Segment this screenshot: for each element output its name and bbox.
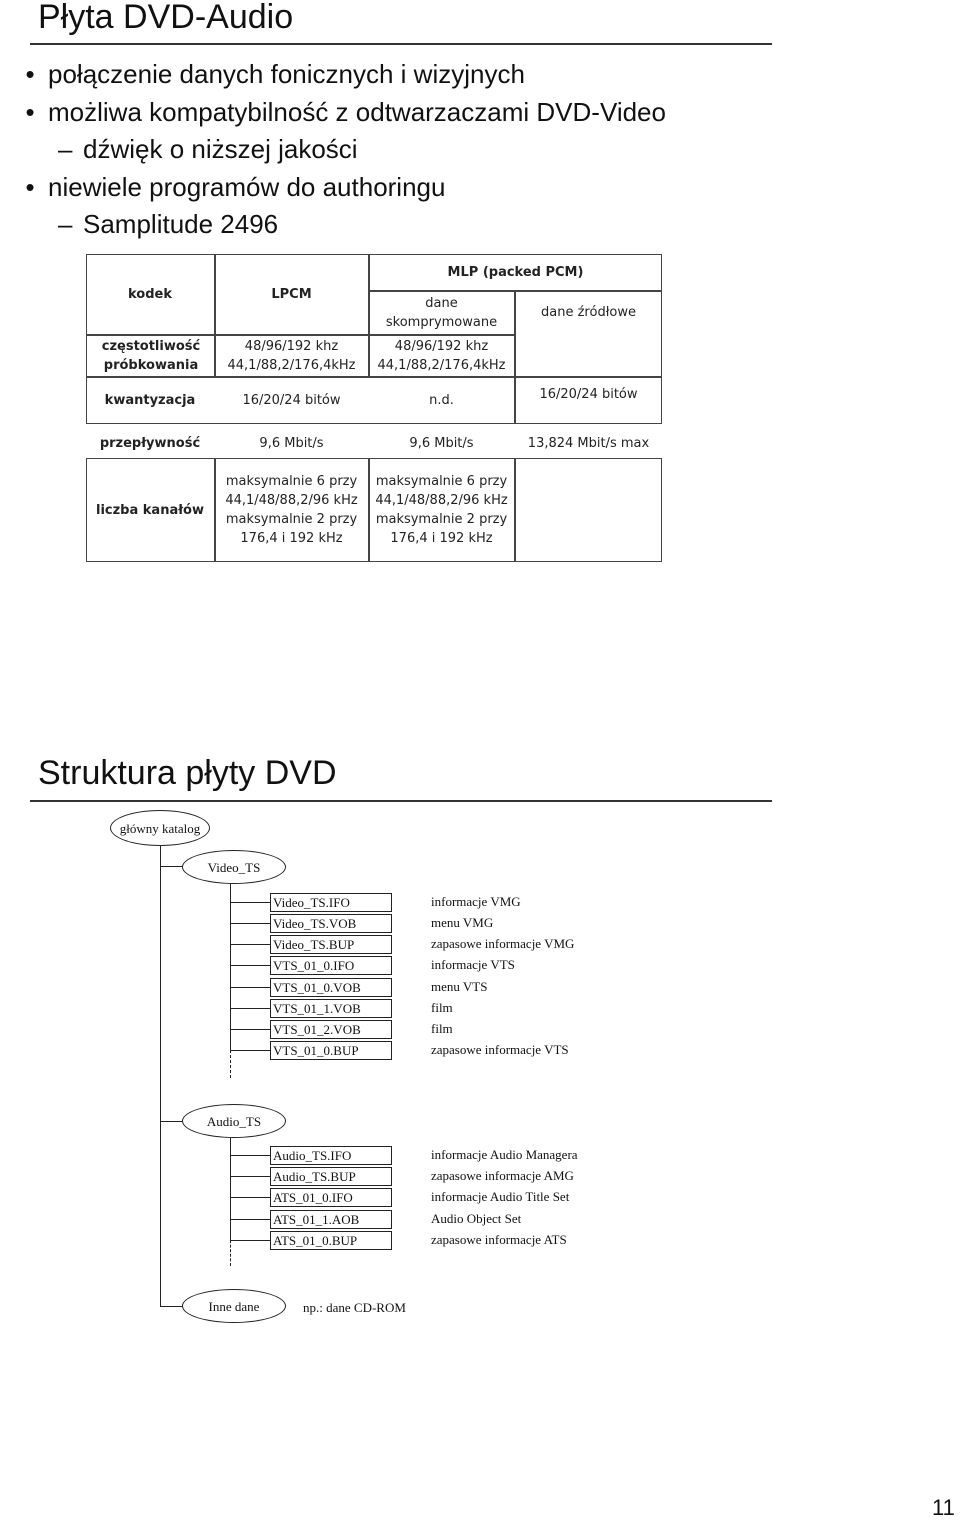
lpcm-quantization: 16/20/24 bitów bbox=[242, 393, 341, 408]
row-label-bitrate: przepływność bbox=[99, 435, 201, 451]
root-connector bbox=[160, 846, 161, 1306]
table-divider bbox=[214, 458, 216, 562]
root-directory-node: główny katalog bbox=[110, 810, 210, 846]
list-item bbox=[20, 56, 760, 94]
lpcm-header: LPCM bbox=[271, 286, 312, 302]
file-name: VTS_01_0.VOB bbox=[270, 978, 392, 997]
file-name: Video_TS.IFO bbox=[270, 893, 392, 912]
file-description: film bbox=[431, 1021, 453, 1036]
list-item-text: Samplitude 2496 bbox=[83, 209, 279, 239]
video-ts-node: Video_TS bbox=[182, 850, 286, 884]
file-name: Audio_TS.IFO bbox=[270, 1146, 392, 1165]
bullet-marker: • bbox=[25, 59, 35, 89]
file-name: VTS_01_0.BUP bbox=[270, 1041, 392, 1060]
row-label-sampling: częstotliwość próbkowania bbox=[101, 338, 201, 373]
file-name: ATS_01_0.BUP bbox=[270, 1231, 392, 1250]
file-description: informacje Audio Managera bbox=[431, 1147, 578, 1162]
file-connector bbox=[230, 1176, 270, 1177]
branch-connector bbox=[160, 1306, 184, 1307]
mlp-compressed-header: dane skomprymowane bbox=[385, 295, 498, 330]
bullet-marker: • bbox=[25, 96, 35, 127]
bullet-marker: • bbox=[25, 171, 35, 202]
file-connector bbox=[230, 923, 270, 924]
file-name: VTS_01_2.VOB bbox=[270, 1020, 392, 1039]
section-title: Struktura płyty DVD bbox=[38, 754, 337, 792]
file-connector bbox=[230, 1240, 270, 1241]
file-name: ATS_01_1.AOB bbox=[270, 1210, 392, 1229]
audio-ts-node: Audio_TS bbox=[182, 1104, 286, 1138]
list-item bbox=[20, 94, 760, 132]
row-label-quantization: kwantyzacja bbox=[104, 393, 196, 408]
file-connector bbox=[230, 965, 270, 966]
file-description: zapasowe informacje VMG bbox=[431, 936, 575, 951]
file-connector bbox=[230, 1155, 270, 1156]
mlp-compressed-bitrate: 9,6 Mbit/s bbox=[409, 435, 474, 451]
file-description: film bbox=[431, 1000, 453, 1015]
video-ts-connector bbox=[230, 883, 231, 1050]
list-item bbox=[20, 131, 760, 169]
file-name: Audio_TS.BUP bbox=[270, 1167, 392, 1186]
file-connector bbox=[230, 1219, 270, 1220]
file-connector bbox=[230, 1008, 270, 1009]
dash-marker: – bbox=[58, 209, 73, 239]
lpcm-bitrate: 9,6 Mbit/s bbox=[259, 435, 324, 451]
file-description: menu VMG bbox=[431, 915, 494, 930]
list-item-text: dźwięk o niższej jakości bbox=[83, 134, 358, 164]
file-connector bbox=[230, 1050, 270, 1051]
file-connector bbox=[230, 987, 270, 988]
row-label-channels: liczba kanałów bbox=[96, 502, 204, 518]
list-item-text: niewiele programów do authoringu bbox=[48, 171, 446, 202]
file-description: informacje Audio Title Set bbox=[431, 1189, 570, 1204]
page-title: Płyta DVD-Audio bbox=[38, 0, 294, 36]
list-item bbox=[20, 169, 760, 207]
file-name: VTS_01_1.VOB bbox=[270, 999, 392, 1018]
file-connector bbox=[230, 1197, 270, 1198]
mlp-compressed-quantization: n.d. bbox=[429, 393, 454, 408]
mlp-compressed-channels: maksymalnie 6 przy 44,1/48/88,2/96 kHz maksymalnie 2 przy 176,4 i 192 kHz bbox=[375, 474, 508, 546]
file-description: Audio Object Set bbox=[431, 1211, 522, 1226]
file-name: Video_TS.VOB bbox=[270, 914, 392, 933]
list-item-text: możliwa kompatybilność z odtwarzaczami DVD-Video bbox=[48, 96, 666, 127]
page-number: 11 bbox=[932, 1495, 955, 1520]
row-label-codec: kodek bbox=[128, 286, 172, 302]
mlp-source-bitrate: 13,824 Mbit/s max bbox=[527, 435, 650, 451]
file-connector bbox=[230, 944, 270, 945]
title-rule bbox=[30, 800, 772, 802]
file-description: menu VTS bbox=[431, 979, 488, 994]
file-connector bbox=[230, 1029, 270, 1030]
mlp-source-quantization: 16/20/24 bitów bbox=[539, 386, 638, 402]
branch-connector bbox=[160, 866, 184, 867]
list-item-text: połączenie danych fonicznych i wizyjnych bbox=[48, 59, 525, 89]
audio-ts-continuation bbox=[230, 1240, 231, 1266]
feature-list bbox=[20, 56, 760, 244]
mlp-source-header: dane źródłowe bbox=[541, 305, 636, 320]
title-rule bbox=[30, 43, 772, 45]
file-description: zapasowe informacje AMG bbox=[431, 1168, 574, 1183]
mlp-compressed-sampling: 48/96/192 khz 44,1/88,2/176,4kHz bbox=[377, 338, 506, 373]
audio-ts-connector bbox=[230, 1138, 231, 1240]
file-name: VTS_01_0.IFO bbox=[270, 956, 392, 975]
file-description: zapasowe informacje ATS bbox=[431, 1232, 567, 1247]
lpcm-channels: maksymalnie 6 przy 44,1/48/88,2/96 kHz maksymalnie 2 przy 176,4 i 192 kHz bbox=[225, 474, 358, 546]
table-divider bbox=[368, 458, 370, 562]
lpcm-sampling: 48/96/192 khz 44,1/88,2/176,4kHz bbox=[227, 338, 356, 373]
file-connector bbox=[230, 902, 270, 903]
table-divider bbox=[514, 458, 516, 562]
dash-marker: – bbox=[58, 134, 73, 164]
mlp-header: MLP (packed PCM) bbox=[447, 264, 584, 280]
file-description: informacje VTS bbox=[431, 957, 515, 972]
video-ts-continuation bbox=[230, 1050, 231, 1078]
file-name: ATS_01_0.IFO bbox=[270, 1188, 392, 1207]
other-data-node: Inne dane bbox=[182, 1289, 286, 1323]
file-description: zapasowe informacje VTS bbox=[431, 1042, 569, 1057]
list-item bbox=[20, 206, 760, 244]
dvd-structure-tree bbox=[0, 810, 960, 1330]
branch-connector bbox=[160, 1121, 184, 1122]
codec-spec-table bbox=[86, 254, 662, 562]
other-data-note: np.: dane CD-ROM bbox=[303, 1300, 406, 1315]
file-name: Video_TS.BUP bbox=[270, 935, 392, 954]
file-description: informacje VMG bbox=[431, 894, 521, 909]
